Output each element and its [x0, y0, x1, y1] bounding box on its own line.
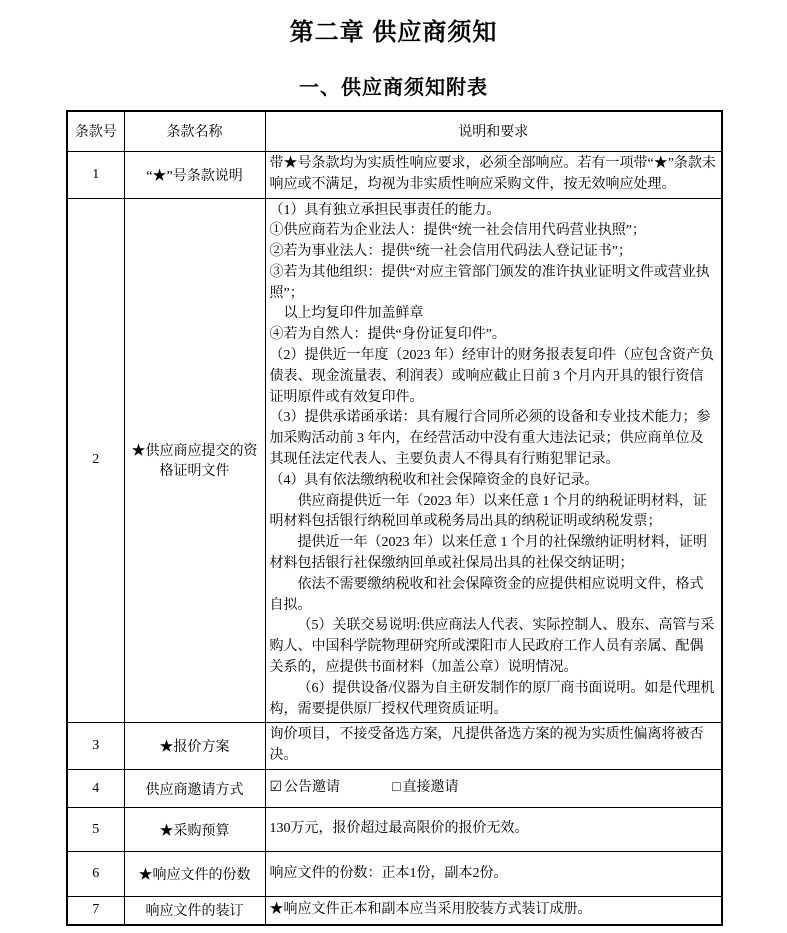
option-label: 直接邀请 — [402, 780, 459, 796]
table-body — [67, 151, 722, 925]
description-paragraph: ③若为其他组织：提供“对应主管部门颁发的准许执业证明文件或营业执照”； — [269, 264, 710, 301]
header-clause-name: 条款名称 — [124, 111, 265, 151]
description-paragraph: ★响应文件正本和副本应当采用胶装方式装订成册。 — [269, 901, 592, 917]
description-paragraph: （1）具有独立承担民事责任的能力。 — [269, 202, 501, 218]
table-row — [67, 198, 722, 723]
invitation-option — [392, 780, 458, 795]
clause-name: ★报价方案 — [124, 723, 265, 770]
clause-name: 响应文件的装订 — [124, 897, 265, 925]
table-row — [67, 852, 722, 897]
table-header — [67, 111, 722, 151]
description-paragraph: 以上均复印件加盖鲜章 — [283, 306, 424, 322]
page-subtitle: 一、供应商须知附表 — [299, 77, 488, 99]
supplier-instructions-table — [66, 110, 723, 926]
clause-description — [265, 852, 722, 897]
table-row — [67, 723, 722, 770]
clause-description — [265, 808, 722, 852]
table-row — [67, 151, 722, 198]
table-row — [67, 770, 722, 808]
header-clause-number: 条款号 — [67, 111, 124, 151]
clause-description — [265, 770, 722, 808]
table-row — [67, 897, 722, 925]
description-paragraph: （6）提供设备/仪器为自主研发制作的原厂商书面说明。如是代理机构，需要提供原厂授权代理资质证明。 — [269, 680, 715, 717]
description-paragraph: 询价项目，不接受备选方案，凡提供备选方案的视为实质性偏离将被否决。 — [269, 727, 704, 764]
description-paragraph: 供应商提供近一年（2023 年）以来任意 1 个月的纳税证明材料，证明材料包括银行纳税回单或税务局出具的纳税证明或纳税发票； — [269, 493, 707, 530]
clause-description — [265, 151, 722, 198]
clause-number: 2 — [67, 198, 124, 723]
description-paragraph: （3）提供承诺函承诺：具有履行合同所必须的设备和专业技术能力；参加采购活动前 3 年内，在经营活动中没有重大违法记录；供应商单位及其现任法定代表人、主要负责人不得具有行贿犯罪记录。 — [269, 410, 711, 468]
clause-number: 1 — [67, 151, 124, 198]
page-title: 第二章 供应商须知 — [289, 19, 498, 46]
description-paragraph: ④若为自然人：提供“身份证复印件”。 — [269, 327, 506, 343]
description-paragraph: ②若为事业法人：提供“统一社会信用代码法人登记证书”； — [269, 244, 632, 260]
checkbox-unchecked-icon: □ — [392, 780, 401, 796]
invitation-option — [270, 780, 341, 795]
clause-number: 7 — [67, 897, 124, 925]
clause-name: “★”号条款说明 — [124, 151, 265, 198]
clause-name: ★供应商应提交的资格证明文件 — [124, 198, 265, 723]
description-paragraph: 提供近一年（2023 年）以来任意 1 个月的社保缴纳证明材料，证明材料包括银行社保缴纳回单或社保局出具的社保交纳证明； — [269, 535, 707, 572]
clause-number: 6 — [67, 852, 124, 897]
description-paragraph: 带★号条款均为实质性响应要求，必须全部响应。若有一项带“★”条款未响应或不满足，均视为非实质性响应采购文件，按无效响应处理。 — [269, 155, 716, 192]
description-paragraph: 响应文件的份数：正本1份，副本2份。 — [269, 865, 508, 881]
table-row — [67, 808, 722, 852]
option-label: 公告邀请 — [284, 780, 341, 796]
clause-number: 4 — [67, 770, 124, 808]
description-paragraph: ①供应商若为企业法人：提供“统一社会信用代码营业执照”； — [269, 223, 646, 239]
description-paragraph: 130万元，报价超过最高限价的报价无效。 — [269, 821, 529, 837]
description-paragraph: （5）关联交易说明:供应商法人代表、实际控制人、股东、高管与采购人、中国科学院物理研究所或溧阳市人民政府工作人员有亲属、配偶关系的，应提供书面材料（加盖公章）说明情况。 — [269, 618, 715, 676]
clause-description — [265, 723, 722, 770]
clause-number: 3 — [67, 723, 124, 770]
clause-description — [265, 897, 722, 925]
header-row — [67, 111, 722, 151]
header-description: 说明和要求 — [265, 111, 722, 151]
clause-name: ★响应文件的份数 — [124, 852, 265, 897]
clause-name: ★采购预算 — [124, 808, 265, 852]
description-paragraph: 依法不需要缴纳税收和社会保障资金的应提供相应说明文件，格式自拟。 — [269, 576, 704, 613]
clause-name: 供应商邀请方式 — [124, 770, 265, 808]
checkbox-checked-icon: ☑ — [269, 780, 283, 796]
clause-number: 5 — [67, 808, 124, 852]
description-paragraph: （2）提供近一年度（2023 年）经审计的财务报表复印件（应包含资产负债表、现金流量表、利润表）或响应截止日前 3 个月内开具的银行资信证明原件或有效复印件。 — [269, 348, 714, 405]
description-paragraph: （4）具有依法缴纳税收和社会保障资金的良好记录。 — [269, 472, 599, 488]
clause-description — [265, 198, 722, 723]
